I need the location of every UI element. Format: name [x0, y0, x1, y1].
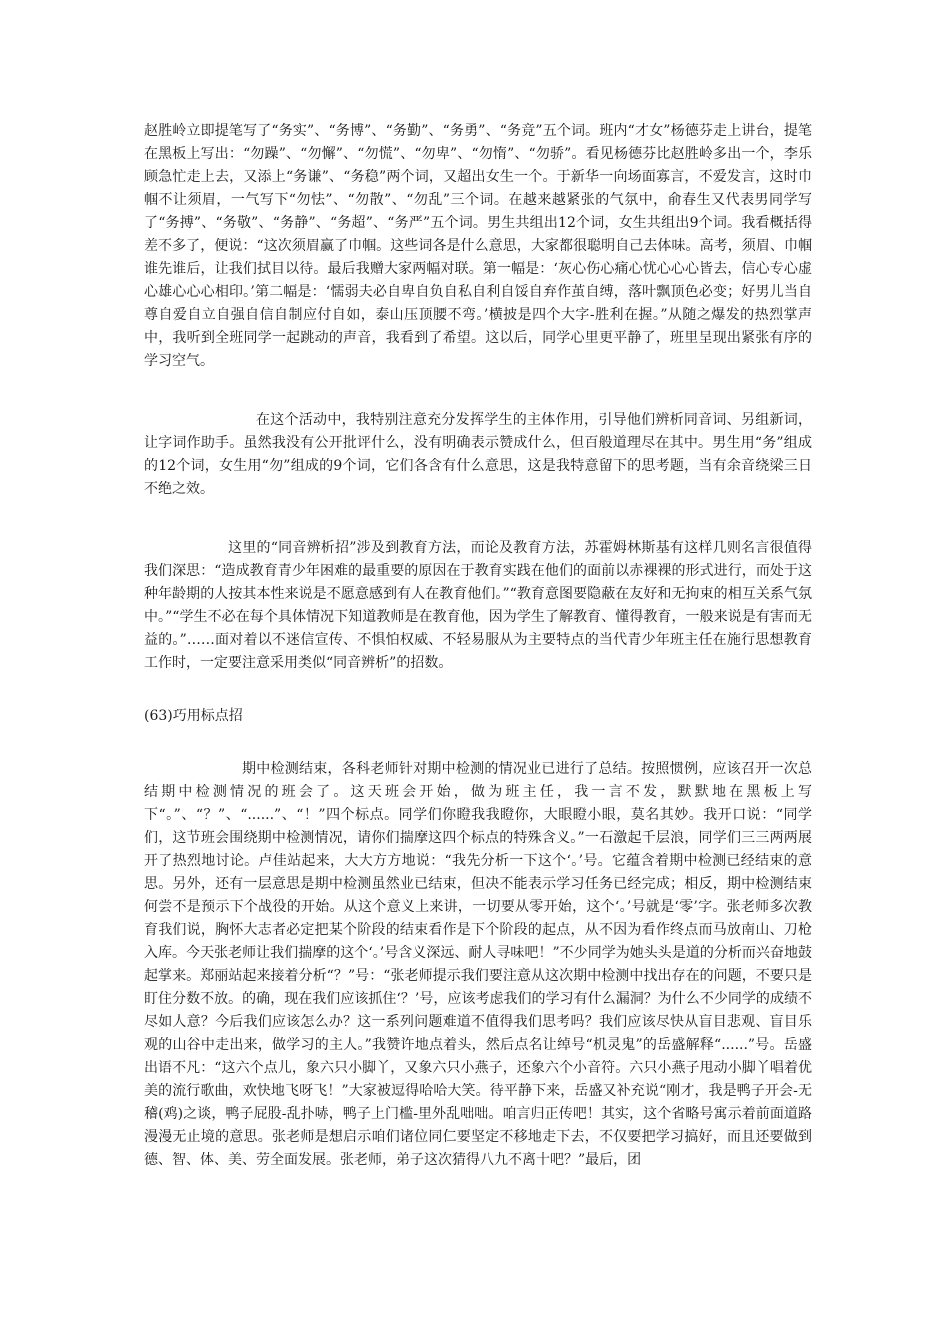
paragraph-reflection: 在这个活动中，我特别注意充分发挥学生的主体作用，引导他们辨析同音词、另组新词，让字词作助手。虽然我没有公开批评什么，没有明确表示赞成什么，但百般道理尽在其中。男生用“务”组成的12个词，女生用“勿”组成的9个词，它们各含有什么意思，这是我特意留下的思考题，当有余音绕梁三日不绝之效。 — [144, 412, 812, 497]
paragraph-quotes: 这里的“同音辨析招”涉及到教育方法，而论及教育方法，苏霍姆林斯基有这样几则名言很值得我们深思：“造成教育青少年困难的最重要的原因在于教育实践在他们的面前以赤裸裸的形式进行，而处于这种年龄期的人按其本性来说是不愿意感到有人在教育他们。”“教育意图要隐蔽在友好和无拘束的相互关系气氛中。”“学生不必在每个具体情况下知道教师是在教育他，因为学生了解教育、懂得教育，一般来说是有害而无益的。”……面对着以不迷信宣传、不惧怕权威、不轻易服从为主要特点的当代青少年班主任在施行思想教育工作时，一定要注意采用类似“同音辨析”的招数。 — [144, 540, 812, 671]
paragraph-spacer — [144, 373, 812, 409]
paragraph-spacer — [144, 728, 812, 758]
paragraph-spacer — [144, 675, 812, 705]
document-page — [144, 120, 812, 1172]
paragraph-contest: 赵胜岭立即提笔写了“务实”、“务博”、“务勤”、“务勇”、“务竞”五个词。班内“才女”杨德芬走上讲台，提笔在黑板上写出：“勿躁”、“勿懈”、“勿慌”、“勿卑”、“勿惰”、“勿骄”。看见杨德芬比赵胜岭多出一个，李乐顾急忙走上去，又添上“务谦”、“务稳”两个词，又超出女生一个。于新华一向场面寡言，不爱发言，这时巾帼不让须眉，一气写下“勿怯”、“勿散”、“勿乱”三个词。在越来越紧张的气氛中，俞春生又代表男同学写了“务搏”、“务敬”、“务静”、“务超”、“务严”五个词。男生共组出12个词，女生共组出9个词。我看概括得差不多了，便说：“这次须眉赢了巾帼。这些词各是什么意思，大家都很聪明自己去体味。高考，须眉、巾帼谁先谁后，让我们拭目以待。最后我赠大家两幅对联。第一幅是：‘灰心伤心痛心忧心心心皆去，信心专心虚心雄心心心相印。’第二幅是：‘懦弱夫必自卑自负自私自利自馁自弃作茧自缚，落叶飘顶色必变；好男儿当自尊自爱自立自强自信自制应付自如，泰山压顶腰不弯。’横披是四个大字-胜利在握。”从随之爆发的热烈掌声中，我听到全班同学一起跳动的声音，我看到了希望。这以后，同学心里更平静了，班里呈现出紧张有序的学习空气。 — [144, 123, 812, 369]
section-heading: (63)巧用标点招 — [144, 708, 243, 724]
paragraph-punctuation-story: 期中检测结束，各科老师针对期中检测的情况业已进行了总结。按照惯例，应该召开一次总结期中检测情况的班会了。这天班会开始，做为班主任，我一言不发，默默地在黑板上写下“。”、“？”、“......”、“！”四个标点。同学们你瞪我我瞪你，大眼瞪小眼，莫名其妙。我开口说：“同学们，这节班会围绕期中检测情况，请你们揣摩这四个标点的特殊含义。”一石激起千层浪，同学们三三两两展开了热烈地讨论。卢佳站起来，大大方方地说：“我先分析一下这个‘。’号。它蕴含着期中检测已经结束的意思。另外，还有一层意思是期中检测虽然业已结束，但决不能表示学习任务已经完成；相反，期中检测结束何尝不是预示下个战役的开始。从这个意义上来讲，一切要从零开始，这个‘。’号就是‘零’字。张老师多次教育我们说，胸怀大志者必定把某个阶段的结束看作是下个阶段的起点，从不因为看作终点而马放南山、刀枪入库。今天张老师让我们揣摩的这个‘。’号含义深远、耐人寻味吧！”不少同学为她头头是道的分析而兴奋地鼓起掌来。郑丽站起来接着分析“？”号：“张老师提示我们要注意从这次期中检测中找出存在的问题，不要只是盯住分数不放。的确，现在我们应该抓住‘？’号，应该考虑我们的学习有什么漏洞？为什么不少同学的成绩不尽如人意？今后我们应该怎么办？这一系列问题难道不值得我们思考吗？我们应该尽快从盲目悲观、盲目乐观的山谷中走出来，做学习的主人。”我赞许地点着头，然后点名让绰号“机灵鬼”的岳盛解释“......”号。岳盛出语不凡：“这六个点儿，象六只小脚丫，又象六只小燕子，还象六个小音符。六只小燕子甩动小脚丫唱着优美的流行歌曲，欢快地飞呀飞！”大家被逗得哈哈大笑。待平静下来，岳盛又补充说“刚才，我是鸭子开会-无稽(鸡)之谈，鸭子屁股-乱扑哧，鸭子上门槛-里外乱咄咄。咱言归正传吧！其实，这个省略号寓示着前面道路漫漫无止境的意思。张老师是想启示咱们诸位同仁要坚定不移地走下去，不仅要把学习搞好，而且还要做到德、智、体、美、劳全面发展。张老师，弟子这次猜得八九不离十吧？”最后，团 — [144, 761, 812, 1168]
paragraph-spacer — [144, 501, 812, 537]
